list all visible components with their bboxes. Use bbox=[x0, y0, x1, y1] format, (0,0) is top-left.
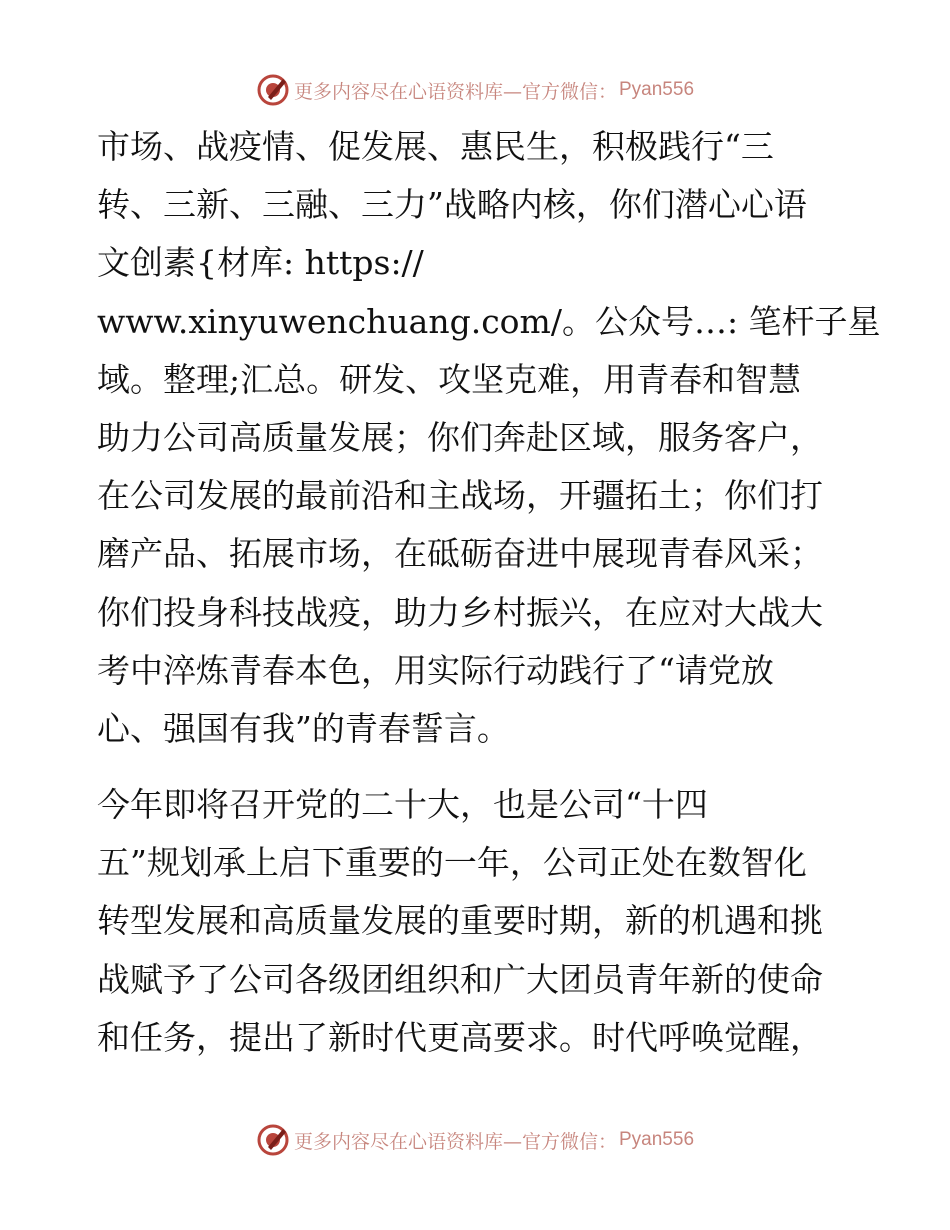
text-line: 今年即将召开党的二十大，也是公司“十四 bbox=[97, 785, 708, 825]
text-line: 域。整理;汇总。研发、攻坚克难，用青春和智慧 bbox=[97, 359, 802, 399]
text-line: 心、强国有我”的青春誓言。 bbox=[97, 708, 510, 748]
text-line: 转、三新、三融、三力”战略内核，你们潜心心语 bbox=[97, 185, 807, 225]
paragraph-2 bbox=[97, 776, 857, 1067]
paragraph-1 bbox=[97, 118, 881, 758]
text-line: 和任务，提出了新时代更高要求。时代呼唤觉醒， bbox=[97, 1017, 823, 1057]
header-wechat-id: Pyan556 bbox=[619, 79, 695, 100]
pen-logo-icon bbox=[256, 73, 290, 107]
text-line: 考中淬炼青春本色，用实际行动践行了“请党放 bbox=[97, 650, 774, 690]
text-line: 转型发展和高质量发展的重要时期，新的机遇和挑 bbox=[97, 901, 823, 941]
header-promo-text: 更多内容尽在心语资料库—官方微信： bbox=[293, 80, 617, 103]
text-line: 磨产品、拓展市场，在砥砺奋进中展现青春风采； bbox=[97, 534, 823, 574]
text-line: 战赋予了公司各级团组织和广大团员青年新的使命 bbox=[97, 959, 823, 999]
text-line: www.xinyuwenchuang.com/。公众号…: 笔杆子星 bbox=[97, 301, 881, 341]
footer-banner bbox=[0, 1120, 950, 1160]
header-banner bbox=[0, 70, 950, 110]
text-line: 五”规划承上启下重要的一年，公司正处在数智化 bbox=[97, 843, 807, 883]
text-line: 在公司发展的最前沿和主战场，开疆拓土；你们打 bbox=[97, 476, 823, 516]
text-line: 市场、战疫情、促发展、惠民生，积极践行“三 bbox=[97, 127, 774, 166]
body-text bbox=[97, 118, 881, 1067]
footer-promo-text: 更多内容尽在心语资料库—官方微信： bbox=[293, 1130, 617, 1153]
text-line: 文创素{材库: https:// bbox=[97, 243, 424, 283]
footer-wechat-id: Pyan556 bbox=[619, 1129, 695, 1150]
text-line: 你们投身科技战疫，助力乡村振兴，在应对大战大 bbox=[97, 592, 823, 632]
pen-logo-icon bbox=[256, 1123, 290, 1157]
text-line: 助力公司高质量发展；你们奔赴区域，服务客户， bbox=[97, 417, 823, 457]
